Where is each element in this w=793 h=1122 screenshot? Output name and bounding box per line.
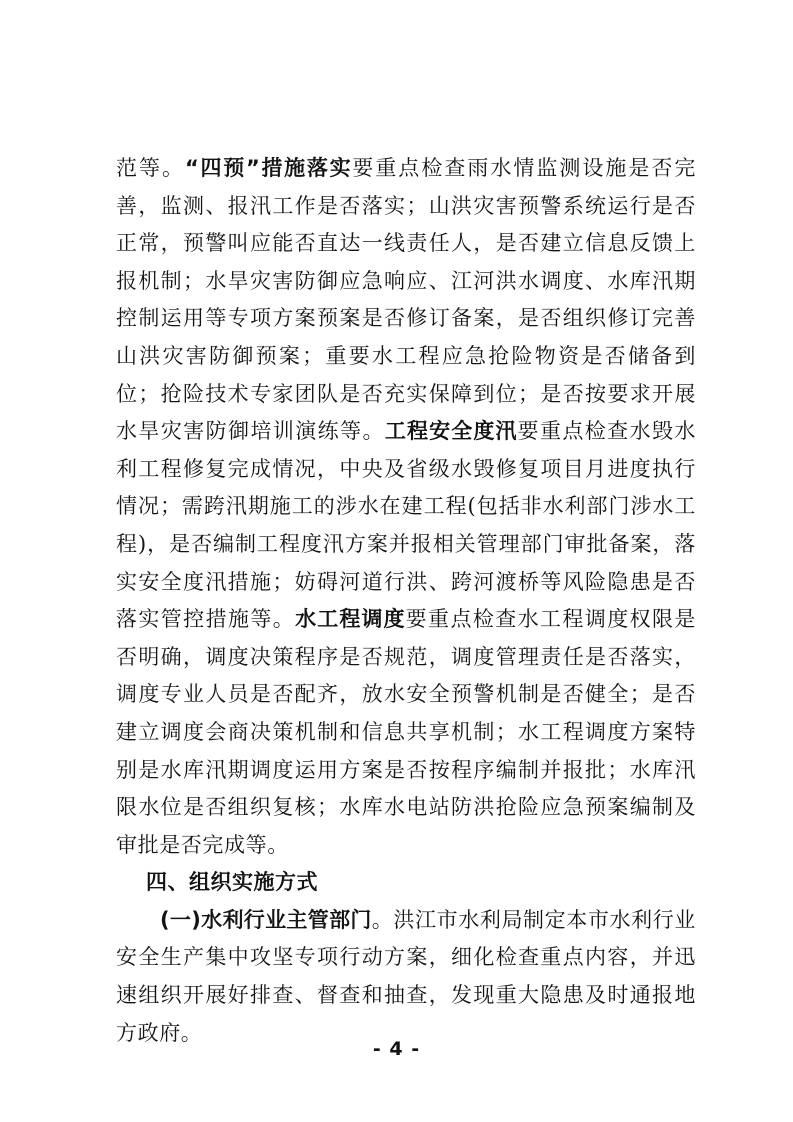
page-number: - 4 - [372,1038,421,1060]
paragraph-text: 范等。 [116,156,186,180]
paragraph-inspection-items [116,150,696,864]
paragraph-implementation [116,902,696,1052]
bold-term-four-pre: “四预”措施落实 [185,156,353,180]
document-body [116,150,696,1052]
paragraph-text: 要重点检查雨水情监测设施是否完善，监测、报汛工作是否落实；山洪灾害预警系统运行是否正常，预警叫应能否直达一线责任人，是否建立信息反馈上报机制；水旱灾害防御应急响应、江河洪水调度、水库汛期控制运用等专项方案预案是否修订备案，是否组织修订完善山洪灾害防御预案；重要水工程应急抢险物资是否储备到位；抢险技术专家团队是否充实保障到位；是否按要求开展水旱灾害防御培训演练等。 [116,156,696,444]
section-heading: 四、组织实施方式 [146,870,318,895]
bold-term-water-project-dispatch: 水工程调度 [295,607,406,632]
bold-term-water-authority: (一)水利行业主管部门 [160,907,372,932]
bold-term-engineering-safety: 工程安全度汛 [384,419,518,444]
paragraph-text: 。洪江市水利局制定本市水利行业安全生产集中攻坚专项行动方案，细化检查重点内容，并迅速组织开展好排查、督查和抽查，发现重大隐患及时通报地方政府。 [116,907,696,1045]
paragraph-text: 要重点检查水毁水利工程修复完成情况，中央及省级水毁修复项目月进度执行情况；需跨汛期施工的涉水在建工程(包括非水利部门涉水工程)，是否编制工程度汛方案并报相关管理部门审批备案，落实安全度汛措施；妨碍河道行洪、跨河渡桥等风险隐患是否落实管控措施等。 [116,419,696,632]
paragraph-text: 要重点检查水工程调度权限是否明确，调度决策程序是否规范，调度管理责任是否落实，调度专业人员是否配齐，放水安全预警机制是否健全；是否建立调度会商决策机制和信息共享机制；水工程调度方案特别是水库汛期调度运用方案是否按程序编制并报批；水库汛限水位是否组织复核；水库水电站防洪抢险应急预案编制及审批是否完成等。 [116,607,696,857]
